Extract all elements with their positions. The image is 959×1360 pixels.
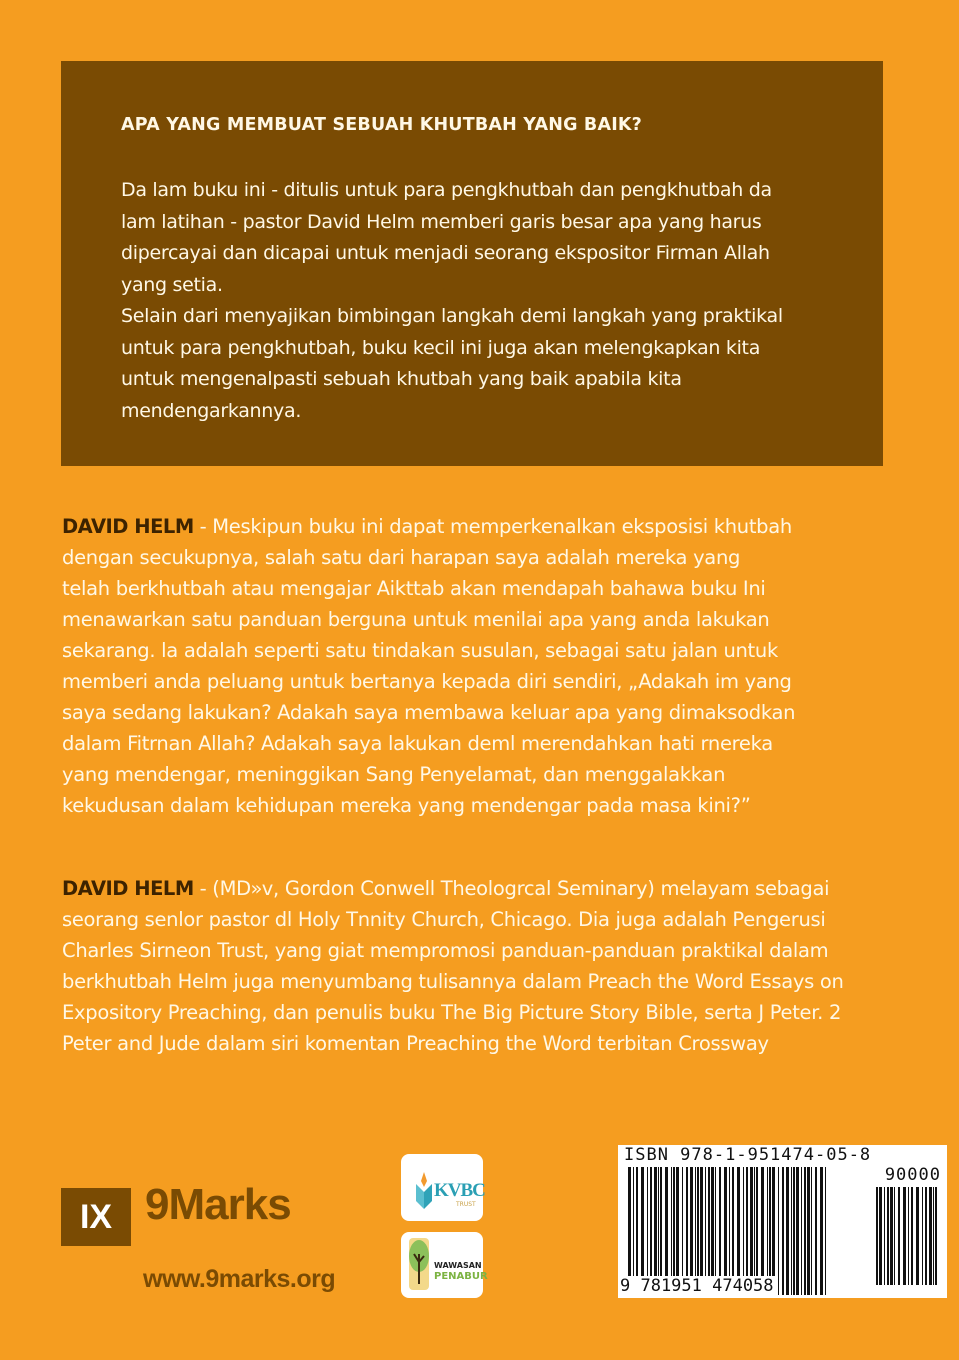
- barcode-bar: [929, 1187, 932, 1285]
- barcode-bar: [791, 1167, 792, 1295]
- barcode-bar: [804, 1167, 806, 1295]
- text-line: dengan secukupnya, salah satu dari harapan saya adalah mereka yang: [62, 546, 741, 569]
- text-line: menawarkan satu panduan berguna untuk menilai apa yang anda lakukan: [62, 608, 770, 631]
- barcode-bar: [925, 1187, 927, 1285]
- penabur-text: PENABUR: [434, 1271, 488, 1282]
- text-line: Charles Sirneon Trust, yang giat mempromosi panduan-panduan praktikal dalam: [62, 939, 829, 962]
- tree-icon: [405, 1232, 435, 1298]
- kvbc-trust-logo: [401, 1154, 483, 1221]
- barcode-bar: [786, 1167, 789, 1295]
- barcode-bar: [933, 1187, 934, 1285]
- text-line: dipercayai dan dicapai untuk menjadi seorang ekspositor Firman Allah: [121, 242, 770, 264]
- text-line: telah berkhutbah atau mengajar Aikttab akan mendapah bahawa buku Ini: [62, 577, 766, 600]
- author-quote: [62, 511, 892, 821]
- text-line: lam latihan - pastor David Helm memberi garis besar apa yang harus: [121, 210, 762, 233]
- text-line: untuk mengenalpasti sebuah khutbah yang baik apabila kita: [121, 368, 682, 390]
- barcode-bar: [916, 1187, 919, 1285]
- barcode-bar: [898, 1187, 900, 1285]
- text-line: saya sedang lakukan? Adakah saya membawa keluar apa yang dimaksodkan: [62, 701, 796, 724]
- publisher-name: 9Marks: [145, 1180, 291, 1229]
- addon-barcode-bars: [876, 1187, 940, 1285]
- text-line: Selain dari menyajikan bimbingan langkah demi langkah yang praktikal: [121, 305, 783, 327]
- barcode-bar: [884, 1187, 885, 1285]
- author-bio: [62, 873, 892, 1059]
- bio-first-line: - (MD»v, Gordon Conwell Theologrcal Seminary) melayam sebagai: [193, 877, 830, 900]
- barcode-bar: [890, 1187, 893, 1285]
- text-line: memberi anda peluang untuk bertanya kepada diri sendiri, „Adakah im yang: [62, 670, 792, 693]
- bio-author: DAVID HELM: [62, 877, 194, 900]
- 9marks-logo-mark: IX: [61, 1188, 131, 1246]
- quote-author: DAVID HELM: [62, 515, 194, 538]
- barcode-bar: [922, 1187, 923, 1285]
- barcode-bar: [879, 1187, 882, 1285]
- text-line: Expository Preaching, dan penulis buku The Big Picture Story Bible, serta J Peter. 2: [62, 1001, 842, 1024]
- barcode-bar: [820, 1167, 823, 1295]
- barcode-bar: [801, 1167, 802, 1295]
- wawasan-text: WAWASAN: [434, 1261, 482, 1270]
- isbn-barcode: [618, 1145, 947, 1298]
- barcode-bar: [887, 1187, 889, 1285]
- barcode-bar: [908, 1187, 909, 1285]
- isbn-addon: 90000: [884, 1165, 941, 1185]
- barcode-bar: [778, 1167, 779, 1295]
- text-line: Peter and Jude dalam siri komentan Preaching the Word terbitan Crossway: [62, 1032, 769, 1055]
- barcode-bar: [815, 1167, 817, 1295]
- text-line: untuk para pengkhutbah, buku kecil ini juga akan melengkapkan kita: [121, 336, 761, 359]
- barcode-bar: [796, 1167, 799, 1295]
- barcode-bar: [807, 1167, 810, 1295]
- barcode-bar: [876, 1187, 878, 1285]
- text-line: yang setia.: [121, 273, 223, 296]
- text-line: seorang senlor pastor dl Holy Tnnity Church, Chicago. Dia juga adalah Pengerusi: [62, 908, 826, 931]
- barcode-bar: [911, 1187, 913, 1285]
- isbn-label: ISBN 978-1-951474-05-8: [624, 1145, 872, 1165]
- text-line: kekudusan dalam kehidupan mereka yang mendengar pada masa kini?”: [62, 794, 751, 817]
- text-line: mendengarkannya.: [121, 399, 302, 422]
- barcode-bar: [782, 1167, 784, 1295]
- text-line: dalam Fitrnan Allah? Adakah saya lakukan deml merendahkan hati rnereka: [62, 732, 773, 755]
- synopsis-box: [61, 61, 883, 466]
- barcode-bar: [935, 1187, 937, 1285]
- barcode-bar: [811, 1167, 812, 1295]
- text-line: sekarang. la adalah seperti satu tindakan susulan, sebagai satu jalan untuk: [62, 639, 778, 662]
- synopsis-heading: APA YANG MEMBUAT SEBUAH KHUTBAH YANG BAIK?: [121, 115, 643, 135]
- publisher-url: www.9marks.org: [143, 1265, 336, 1293]
- barcode-bar: [894, 1187, 895, 1285]
- barcode-bar: [825, 1167, 826, 1295]
- quote-first-line: - Meskipun buku ini dapat memperkenalkan eksposisi khutbah: [193, 515, 792, 538]
- text-line: yang mendengar, meninggikan Sang Penyelamat, dan menggalakkan: [62, 763, 726, 786]
- wawasan-penabur-logo: [401, 1232, 488, 1298]
- barcode-bar: [903, 1187, 906, 1285]
- kvbc-trust-text: TRUST: [456, 1201, 476, 1208]
- barcode-bar: [793, 1167, 795, 1295]
- isbn-digits: 9 781951 474058: [620, 1276, 774, 1296]
- text-line: Da lam buku ini - ditulis untuk para pengkhutbah dan pengkhutbah da: [121, 179, 772, 201]
- text-line: berkhutbah Helm juga menyumbang tulisannya dalam Preach the Word Essays on: [62, 970, 844, 993]
- kvbc-text: KVBC: [434, 1180, 485, 1201]
